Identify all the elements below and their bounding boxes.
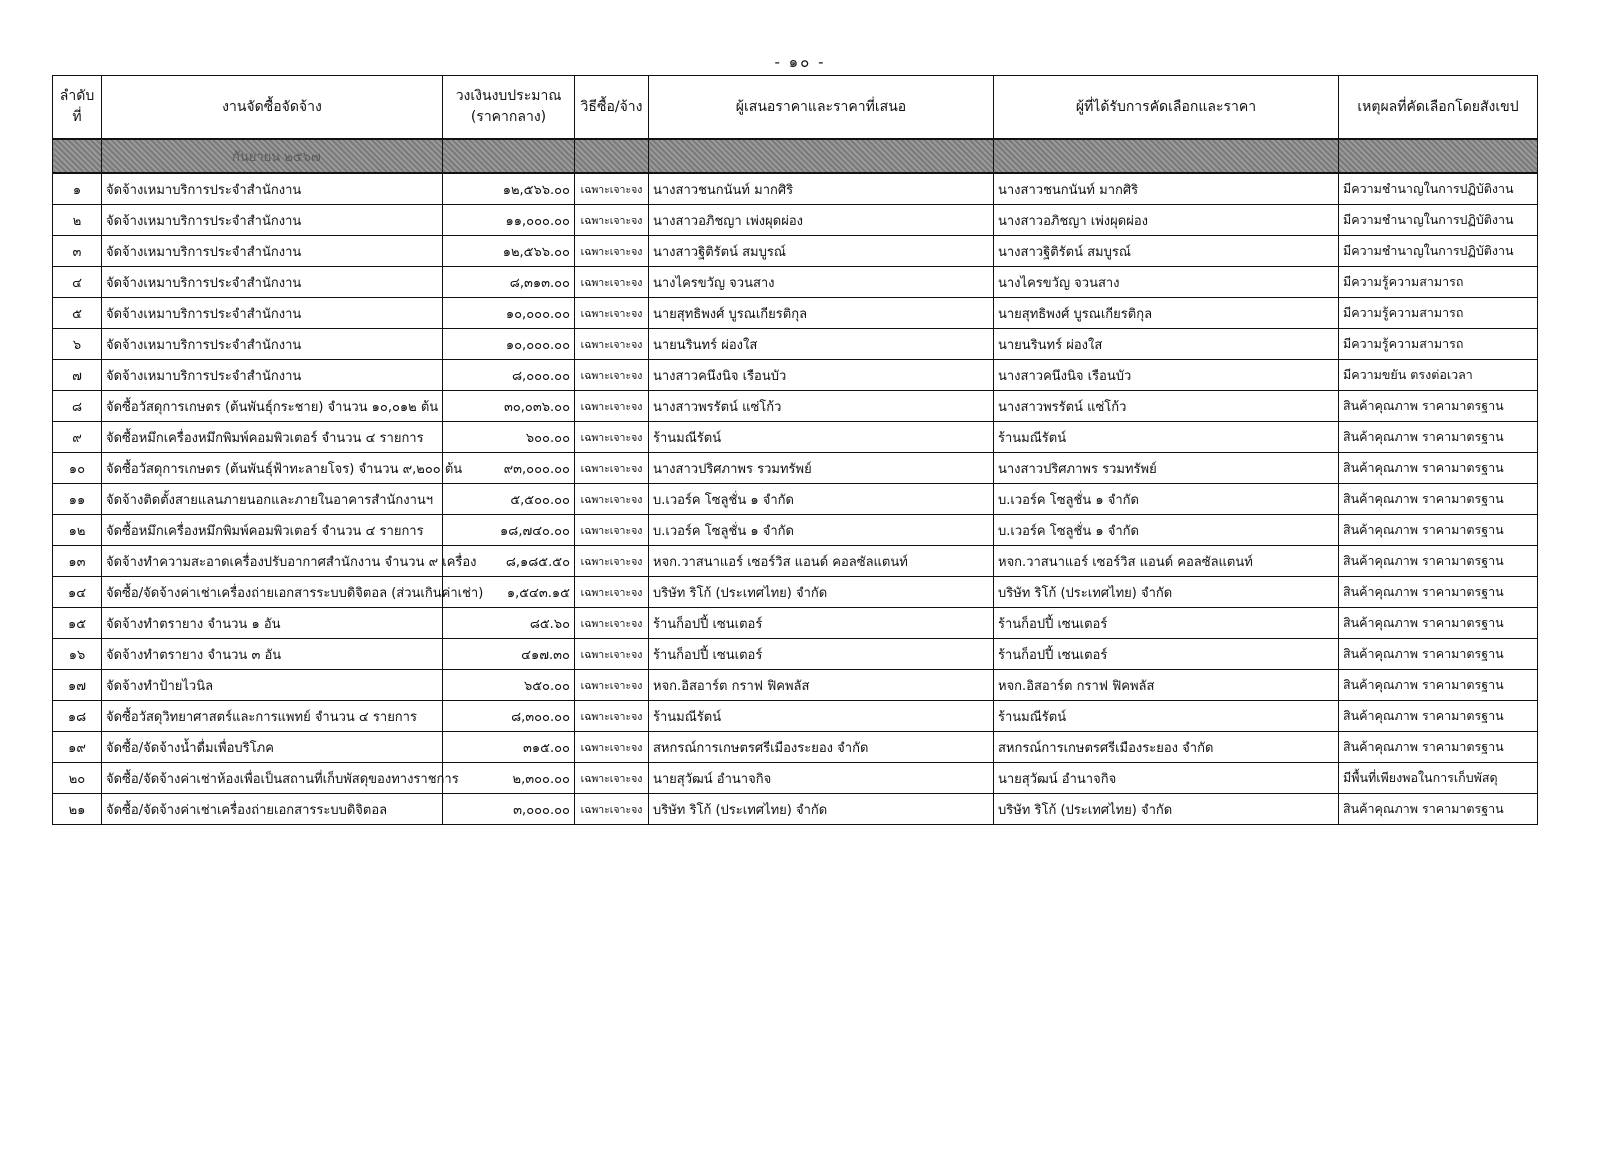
row-method: เฉพาะเจาะจง — [575, 329, 649, 360]
row-number: ๖ — [53, 329, 102, 360]
row-method: เฉพาะเจาะจง — [575, 236, 649, 267]
row-reason: สินค้าคุณภาพ ราคามาตรฐาน — [1339, 422, 1538, 453]
row-number: ๘ — [53, 391, 102, 422]
row-bidder: สหกรณ์การเกษตรศรีเมืองระยอง จำกัด — [649, 732, 994, 763]
col-header-reason: เหตุผลที่คัดเลือกโดยสังเขป — [1339, 76, 1538, 140]
row-task: จัดจ้างทำตรายาง จำนวน ๓ อัน — [102, 639, 443, 670]
table-row — [53, 484, 1538, 515]
row-task: จัดจ้างเหมาบริการประจำสำนักงาน — [102, 205, 443, 236]
row-task: จัดจ้างติดตั้งสายแลนภายนอกและภายในอาคารสำนักงานฯ — [102, 484, 443, 515]
row-bidder: นางไครขวัญ จวนสาง — [649, 267, 994, 298]
row-reason: สินค้าคุณภาพ ราคามาตรฐาน — [1339, 608, 1538, 639]
row-number: ๑๘ — [53, 701, 102, 732]
row-reason: สินค้าคุณภาพ ราคามาตรฐาน — [1339, 391, 1538, 422]
row-number: ๓ — [53, 236, 102, 267]
col-header-method: วิธีซื้อ/จ้าง — [575, 76, 649, 140]
row-method: เฉพาะเจาะจง — [575, 639, 649, 670]
row-budget: ๖๕๐.๐๐ — [443, 670, 575, 701]
row-winner: บริษัท ริโก้ (ประเทศไทย) จำกัด — [994, 794, 1339, 825]
row-bidder: นางสาวพรรัตน์ แซ่โก้ว — [649, 391, 994, 422]
row-number: ๒ — [53, 205, 102, 236]
table-row — [53, 360, 1538, 391]
row-number: ๙ — [53, 422, 102, 453]
row-number: ๑๙ — [53, 732, 102, 763]
row-number: ๒๐ — [53, 763, 102, 794]
row-budget: ๘,๐๐๐.๐๐ — [443, 360, 575, 391]
row-bidder: บริษัท ริโก้ (ประเทศไทย) จำกัด — [649, 794, 994, 825]
table-row — [53, 236, 1538, 267]
row-reason: สินค้าคุณภาพ ราคามาตรฐาน — [1339, 639, 1538, 670]
row-budget: ๓๑๕.๐๐ — [443, 732, 575, 763]
table-row — [53, 267, 1538, 298]
table-row — [53, 453, 1538, 484]
row-winner: นายนรินทร์ ผ่องใส — [994, 329, 1339, 360]
row-method: เฉพาะเจาะจง — [575, 577, 649, 608]
row-task: จัดซื้อ/จัดจ้างน้ำดื่มเพื่อบริโภค — [102, 732, 443, 763]
table-row — [53, 794, 1538, 825]
header-row — [53, 76, 1538, 140]
row-bidder: นายสุทธิพงศ์ บูรณเกียรติกุล — [649, 298, 994, 329]
row-budget: ๕,๕๐๐.๐๐ — [443, 484, 575, 515]
col-header-no: ลำดับ ที่ — [53, 76, 102, 140]
row-reason: มีความรู้ความสามารถ — [1339, 329, 1538, 360]
row-bidder: บ.เวอร์ค โซลูชั่น ๑ จำกัด — [649, 484, 994, 515]
row-winner: นางสาวฐิติรัตน์ สมบูรณ์ — [994, 236, 1339, 267]
row-method: เฉพาะเจาะจง — [575, 732, 649, 763]
row-number: ๑๓ — [53, 546, 102, 577]
row-bidder: หจก.วาสนาแอร์ เซอร์วิส แอนด์ คอลซัลแตนท์ — [649, 546, 994, 577]
row-winner: นายสุทธิพงศ์ บูรณเกียรติกุล — [994, 298, 1339, 329]
row-task: จัดจ้างเหมาบริการประจำสำนักงาน — [102, 236, 443, 267]
row-task: จัดจ้างเหมาบริการประจำสำนักงาน — [102, 360, 443, 391]
row-bidder: บริษัท ริโก้ (ประเทศไทย) จำกัด — [649, 577, 994, 608]
row-bidder: บ.เวอร์ค โซลูชั่น ๑ จำกัด — [649, 515, 994, 546]
row-number: ๑๕ — [53, 608, 102, 639]
procurement-table — [52, 75, 1538, 825]
row-winner: หจก.วาสนาแอร์ เซอร์วิส แอนด์ คอลซัลแตนท์ — [994, 546, 1339, 577]
row-budget: ๓,๐๐๐.๐๐ — [443, 794, 575, 825]
row-number: ๗ — [53, 360, 102, 391]
row-task: จัดจ้างเหมาบริการประจำสำนักงาน — [102, 267, 443, 298]
row-budget: ๑๒,๕๖๖.๐๐ — [443, 236, 575, 267]
table-row — [53, 608, 1538, 639]
row-budget: ๘๕.๖๐ — [443, 608, 575, 639]
table-row — [53, 763, 1538, 794]
row-method: เฉพาะเจาะจง — [575, 763, 649, 794]
row-method: เฉพาะเจาะจง — [575, 173, 649, 205]
table-row — [53, 515, 1538, 546]
row-method: เฉพาะเจาะจง — [575, 608, 649, 639]
table-row — [53, 422, 1538, 453]
row-method: เฉพาะเจาะจง — [575, 546, 649, 577]
col-header-bidders: ผู้เสนอราคาและราคาที่เสนอ — [649, 76, 994, 140]
row-task: จัดซื้อ/จัดจ้างค่าเช่าเครื่องถ่ายเอกสารระบบดิจิตอล (ส่วนเกินค่าเช่า) — [102, 577, 443, 608]
row-bidder: นายสุวัฒน์ อำนาจกิจ — [649, 763, 994, 794]
row-number: ๔ — [53, 267, 102, 298]
row-method: เฉพาะเจาะจง — [575, 453, 649, 484]
page-number: - ๑๐ - — [774, 53, 826, 71]
row-reason: สินค้าคุณภาพ ราคามาตรฐาน — [1339, 484, 1538, 515]
row-task: จัดจ้างทำความสะอาดเครื่องปรับอากาศสำนักงาน จำนวน ๙ เครื่อง — [102, 546, 443, 577]
row-number: ๑๔ — [53, 577, 102, 608]
table-row — [53, 391, 1538, 422]
row-winner: สหกรณ์การเกษตรศรีเมืองระยอง จำกัด — [994, 732, 1339, 763]
table-row — [53, 732, 1538, 763]
row-winner: หจก.อิสอาร์ต กราฟ ฟิคพลัส — [994, 670, 1339, 701]
table-row — [53, 639, 1538, 670]
row-reason: สินค้าคุณภาพ ราคามาตรฐาน — [1339, 453, 1538, 484]
table-row — [53, 205, 1538, 236]
row-bidder: นางสาวชนกนันท์ มากศิริ — [649, 173, 994, 205]
section-label: กันยายน ๒๕๖๗ — [102, 139, 443, 173]
row-winner: ร้านก็อปปี้ เซนเตอร์ — [994, 639, 1339, 670]
row-number: ๑๑ — [53, 484, 102, 515]
row-bidder: หจก.อิสอาร์ต กราฟ ฟิคพลัส — [649, 670, 994, 701]
row-method: เฉพาะเจาะจง — [575, 670, 649, 701]
table-row — [53, 298, 1538, 329]
row-bidder: นางสาวอภิชญา เพ่งผุดผ่อง — [649, 205, 994, 236]
section-row — [53, 139, 1538, 173]
row-budget: ๑๐,๐๐๐.๐๐ — [443, 298, 575, 329]
row-budget: ๔๑๗.๓๐ — [443, 639, 575, 670]
row-winner: ร้านมณีรัตน์ — [994, 422, 1339, 453]
row-winner: นางสาวพรรัตน์ แซ่โก้ว — [994, 391, 1339, 422]
row-reason: มีความชำนาญในการปฏิบัติงาน — [1339, 173, 1538, 205]
row-bidder: นางสาวปริศภาพร รวมทรัพย์ — [649, 453, 994, 484]
row-budget: ๙๓,๐๐๐.๐๐ — [443, 453, 575, 484]
row-task: จัดจ้างเหมาบริการประจำสำนักงาน — [102, 173, 443, 205]
row-reason: สินค้าคุณภาพ ราคามาตรฐาน — [1339, 732, 1538, 763]
row-winner: บ.เวอร์ค โซลูชั่น ๑ จำกัด — [994, 515, 1339, 546]
row-winner: บริษัท ริโก้ (ประเทศไทย) จำกัด — [994, 577, 1339, 608]
row-number: ๑ — [53, 173, 102, 205]
table-row — [53, 329, 1538, 360]
row-bidder: นายนรินทร์ ผ่องใส — [649, 329, 994, 360]
row-reason: สินค้าคุณภาพ ราคามาตรฐาน — [1339, 701, 1538, 732]
row-reason: สินค้าคุณภาพ ราคามาตรฐาน — [1339, 794, 1538, 825]
row-reason: มีความชำนาญในการปฏิบัติงาน — [1339, 236, 1538, 267]
row-number: ๑๖ — [53, 639, 102, 670]
row-method: เฉพาะเจาะจง — [575, 515, 649, 546]
row-winner: นายสุวัฒน์ อำนาจกิจ — [994, 763, 1339, 794]
row-budget: ๖๐๐.๐๐ — [443, 422, 575, 453]
table-row — [53, 546, 1538, 577]
row-reason: สินค้าคุณภาพ ราคามาตรฐาน — [1339, 577, 1538, 608]
row-method: เฉพาะเจาะจง — [575, 267, 649, 298]
row-reason: มีความรู้ความสามารถ — [1339, 298, 1538, 329]
row-task: จัดซื้อวัสดุการเกษตร (ต้นพันธุ์ฟ้าทะลายโจร) จำนวน ๙,๒๐๐ ต้น — [102, 453, 443, 484]
row-budget: ๑๘,๗๔๐.๐๐ — [443, 515, 575, 546]
row-bidder: ร้านก็อปปี้ เซนเตอร์ — [649, 608, 994, 639]
row-winner: นางสาวคนึงนิจ เรือนบัว — [994, 360, 1339, 391]
row-winner: นางไครขวัญ จวนสาง — [994, 267, 1339, 298]
row-winner: บ.เวอร์ค โซลูชั่น ๑ จำกัด — [994, 484, 1339, 515]
row-bidder: ร้านมณีรัตน์ — [649, 422, 994, 453]
row-budget: ๑๐,๐๐๐.๐๐ — [443, 329, 575, 360]
row-number: ๒๑ — [53, 794, 102, 825]
row-reason: มีความขยัน ตรงต่อเวลา — [1339, 360, 1538, 391]
row-bidder: ร้านมณีรัตน์ — [649, 701, 994, 732]
row-winner: นางสาวชนกนันท์ มากศิริ — [994, 173, 1339, 205]
row-winner: ร้านก็อปปี้ เซนเตอร์ — [994, 608, 1339, 639]
row-reason: มีความรู้ความสามารถ — [1339, 267, 1538, 298]
row-task: จัดซื้อหมึกเครื่องหมึกพิมพ์คอมพิวเตอร์ จำนวน ๔ รายการ — [102, 422, 443, 453]
row-reason: มีพื้นที่เพียงพอในการเก็บพัสดุ — [1339, 763, 1538, 794]
row-reason: มีความชำนาญในการปฏิบัติงาน — [1339, 205, 1538, 236]
table-row — [53, 577, 1538, 608]
row-task: จัดจ้างเหมาบริการประจำสำนักงาน — [102, 298, 443, 329]
row-winner: นางสาวอภิชญา เพ่งผุดผ่อง — [994, 205, 1339, 236]
row-budget: ๘,๑๘๕.๕๐ — [443, 546, 575, 577]
row-budget: ๑๒,๕๖๖.๐๐ — [443, 173, 575, 205]
row-budget: ๒,๓๐๐.๐๐ — [443, 763, 575, 794]
row-method: เฉพาะเจาะจง — [575, 701, 649, 732]
row-bidder: ร้านก็อปปี้ เซนเตอร์ — [649, 639, 994, 670]
row-budget: ๓๐,๐๓๖.๐๐ — [443, 391, 575, 422]
row-method: เฉพาะเจาะจง — [575, 391, 649, 422]
row-task: จัดซื้อ/จัดจ้างค่าเช่าห้องเพื่อเป็นสถานที่เก็บพัสดุของทางราชการ — [102, 763, 443, 794]
row-task: จัดจ้างเหมาบริการประจำสำนักงาน — [102, 329, 443, 360]
row-method: เฉพาะเจาะจง — [575, 360, 649, 391]
row-method: เฉพาะเจาะจง — [575, 422, 649, 453]
row-method: เฉพาะเจาะจง — [575, 484, 649, 515]
col-header-winner: ผู้ที่ได้รับการคัดเลือกและราคา — [994, 76, 1339, 140]
row-task: จัดซื้อหมึกเครื่องหมึกพิมพ์คอมพิวเตอร์ จำนวน ๔ รายการ — [102, 515, 443, 546]
col-header-budget: วงเงินงบประมาณ (ราคากลาง) — [443, 76, 575, 140]
row-budget: ๘,๓๐๐.๐๐ — [443, 701, 575, 732]
row-task: จัดจ้างทำป้ายไวนิล — [102, 670, 443, 701]
row-bidder: นางสาวคนึงนิจ เรือนบัว — [649, 360, 994, 391]
row-winner: ร้านมณีรัตน์ — [994, 701, 1339, 732]
row-budget: ๑๑,๐๐๐.๐๐ — [443, 205, 575, 236]
row-task: จัดซื้อวัสดุการเกษตร (ต้นพันธุ์กระชาย) จำนวน ๑๐,๐๑๒ ต้น — [102, 391, 443, 422]
row-method: เฉพาะเจาะจง — [575, 794, 649, 825]
row-winner: นางสาวปริศภาพร รวมทรัพย์ — [994, 453, 1339, 484]
table-row — [53, 701, 1538, 732]
row-method: เฉพาะเจาะจง — [575, 298, 649, 329]
row-reason: สินค้าคุณภาพ ราคามาตรฐาน — [1339, 546, 1538, 577]
col-header-task: งานจัดซื้อจัดจ้าง — [102, 76, 443, 140]
row-budget: ๘,๓๑๓.๐๐ — [443, 267, 575, 298]
row-task: จัดซื้อวัสดุวิทยาศาสตร์และการแพทย์ จำนวน ๔ รายการ — [102, 701, 443, 732]
row-method: เฉพาะเจาะจง — [575, 205, 649, 236]
row-reason: สินค้าคุณภาพ ราคามาตรฐาน — [1339, 670, 1538, 701]
table-row — [53, 670, 1538, 701]
row-task: จัดซื้อ/จัดจ้างค่าเช่าเครื่องถ่ายเอกสารระบบดิจิตอล — [102, 794, 443, 825]
row-budget: ๑,๕๔๓.๑๕ — [443, 577, 575, 608]
row-task: จัดจ้างทำตรายาง จำนวน ๑ อัน — [102, 608, 443, 639]
row-number: ๑๗ — [53, 670, 102, 701]
row-number: ๑๒ — [53, 515, 102, 546]
table-row — [53, 173, 1538, 205]
row-number: ๕ — [53, 298, 102, 329]
row-bidder: นางสาวฐิติรัตน์ สมบูรณ์ — [649, 236, 994, 267]
row-number: ๑๐ — [53, 453, 102, 484]
row-reason: สินค้าคุณภาพ ราคามาตรฐาน — [1339, 515, 1538, 546]
